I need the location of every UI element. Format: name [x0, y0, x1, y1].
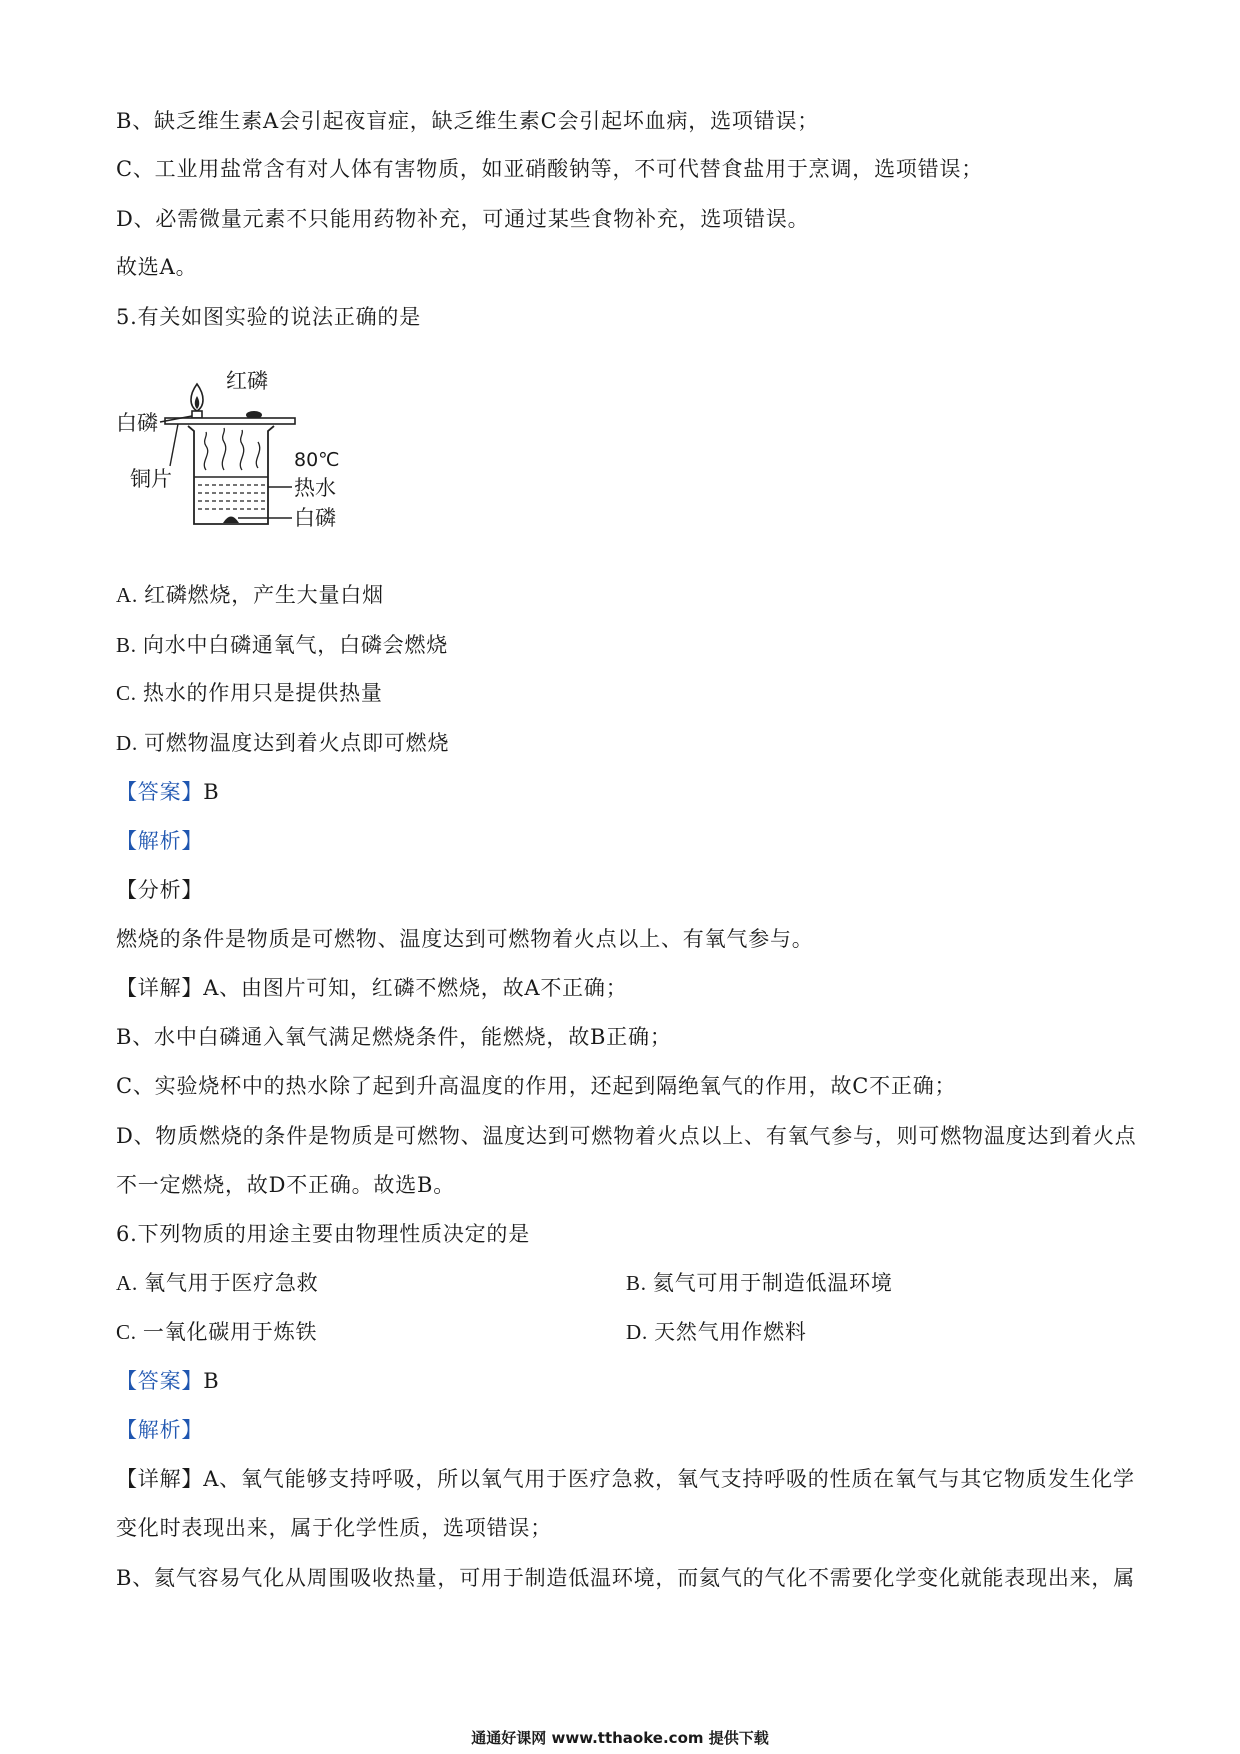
- q5-detail-line-d: D、物质燃烧的条件是物质是可燃物、温度达到可燃物着火点以上、有氧气参与，则可燃物温度达到着火点: [116, 1124, 1137, 1148]
- q6-answer-value: B: [203, 1369, 220, 1393]
- q4-explanation-line-b: B、缺乏维生素A会引起夜盲症，缺乏维生素C会引起坏血病，选项错误；: [116, 109, 820, 133]
- figure-label-white-phosphorus-top: 白磷: [116, 411, 158, 435]
- q6-stem: 6.下列物质的用途主要由物理性质决定的是: [116, 1222, 531, 1246]
- copper-sheet: [165, 418, 295, 424]
- q5-detail-text-a: A、由图片可知，红磷不燃烧，故A不正确；: [203, 976, 628, 1000]
- q5-answer: [116, 777, 219, 807]
- q5-option-b: B. 向水中白磷通氧气，白磷会燃烧: [116, 633, 449, 657]
- q4-explanation-line-d: D、必需微量元素不只能用药物补充，可通过某些食物补充，选项错误。: [116, 207, 810, 231]
- q5-detail-line-d-cont: 不一定燃烧，故D不正确。故选B。: [116, 1173, 456, 1197]
- q5-option-c: C. 热水的作用只是提供热量: [116, 681, 383, 705]
- q6-detail-tag: 【详解】: [116, 1467, 204, 1491]
- q5-detail-line-c: C、实验烧杯中的热水除了起到升高温度的作用，还起到隔绝氧气的作用，故C不正确；: [116, 1074, 957, 1098]
- q5-detail-tag: 【详解】: [116, 976, 204, 1000]
- q5-stem: 5.有关如图实验的说法正确的是: [116, 305, 422, 329]
- inner-flame-icon: [195, 396, 200, 409]
- q5-option-a: A. 红磷燃烧，产生大量白烟: [116, 583, 384, 607]
- q5-detail-line-a: [116, 973, 628, 1003]
- q5-detail-line-b: B、水中白磷通入氧气满足燃烧条件，能燃烧，故B正确；: [116, 1025, 672, 1049]
- q6-option-a: A. 氧气用于医疗急救: [116, 1271, 319, 1295]
- white-phosphorus-in-water: [223, 517, 239, 524]
- q4-explanation-line-c: C、工业用盐常含有对人体有害物质，如亚硝酸钠等，不可代替食盐用于烹调，选项错误；: [116, 157, 984, 181]
- q6-option-c: C. 一氧化碳用于炼铁: [116, 1320, 318, 1344]
- q6-answer: [116, 1366, 219, 1396]
- combustion-experiment-figure: [110, 358, 350, 538]
- steam-line-1: [204, 432, 207, 470]
- figure-label-hot-water: 热水: [294, 476, 336, 500]
- q6-option-d: D. 天然气用作燃料: [626, 1320, 807, 1344]
- q6-detail-line-a-cont: 变化时表现出来，属于化学性质，选项错误；: [116, 1516, 552, 1540]
- q5-fenxi-text: 燃烧的条件是物质是可燃物、温度达到可燃物着火点以上、有氧气参与。: [116, 927, 814, 951]
- q4-conclusion: 故选A。: [116, 255, 198, 279]
- q5-answer-tag: 【答案】: [116, 780, 204, 804]
- q6-detail-line-a: [116, 1464, 1135, 1494]
- page-footer: 通通好课网 www.tthaoke.com 提供下载: [471, 1729, 769, 1747]
- q5-fenxi-tag: 【分析】: [116, 878, 204, 902]
- figure-label-temperature: 80℃: [294, 449, 340, 471]
- figure-label-copper-sheet: 铜片: [130, 467, 172, 491]
- leader-line-copper-sheet: [170, 424, 178, 466]
- q6-answer-tag: 【答案】: [116, 1369, 204, 1393]
- figure-label-white-phosphorus-bottom: 白磷: [294, 506, 336, 530]
- q5-answer-value: B: [203, 780, 220, 804]
- q5-analysis-tag: 【解析】: [116, 829, 204, 853]
- q6-analysis-tag: 【解析】: [116, 1418, 204, 1442]
- q5-option-d: D. 可燃物温度达到着火点即可燃烧: [116, 731, 450, 755]
- q6-detail-text-a: A、氧气能够支持呼吸，所以氧气用于医疗急救，氧气支持呼吸的性质在氧气与其它物质发生化学: [203, 1467, 1135, 1491]
- white-phosphorus-on-sheet: [192, 411, 202, 418]
- steam-line-3: [240, 430, 243, 470]
- q6-option-b: B. 氦气可用于制造低温环境: [626, 1271, 893, 1295]
- steam-line-4: [256, 442, 259, 468]
- q6-detail-line-b: B、氦气容易气化从周围吸收热量，可用于制造低温环境，而氦气的气化不需要化学变化就能表现出来，属: [116, 1566, 1136, 1590]
- steam-line-2: [222, 428, 225, 470]
- figure-label-red-phosphorus: 红磷: [226, 369, 268, 393]
